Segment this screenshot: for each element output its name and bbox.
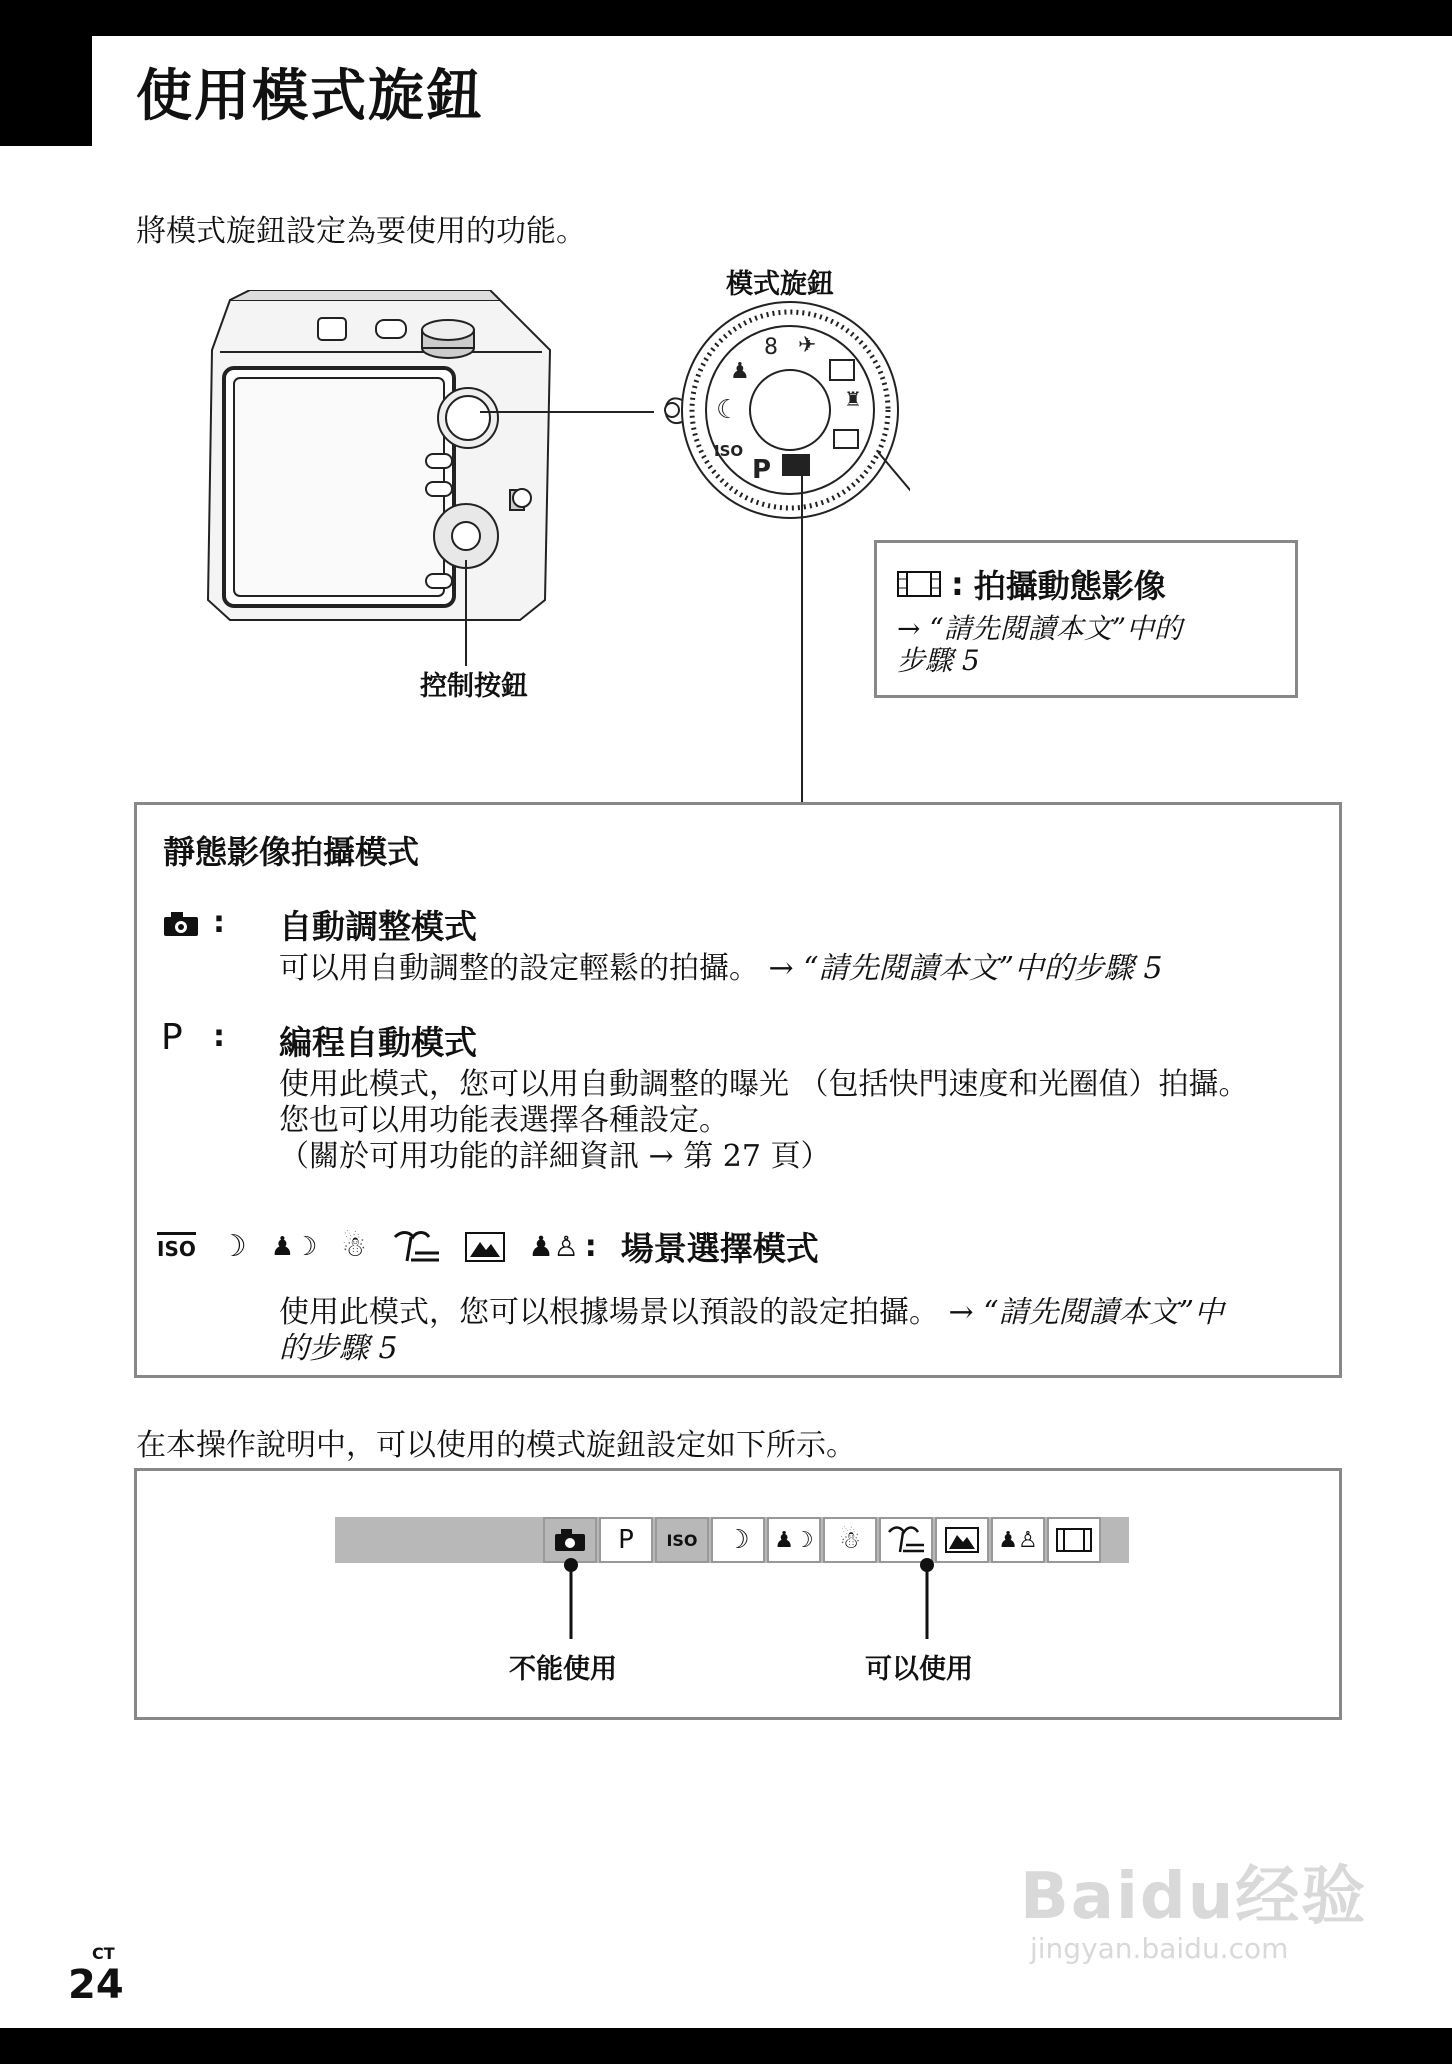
strip-twilight-icon: ☽ [711,1517,765,1563]
auto-ref-arrow: → [768,951,794,986]
strip-soft-snap-icon: ♟♙ [991,1517,1045,1563]
movie-ref-step: 步驟 5 [897,644,980,677]
svg-text:ISO: ISO [714,442,744,460]
strip-p-icon: P [599,1517,653,1563]
svg-text:P: P [752,455,772,485]
landscape-icon [465,1232,505,1262]
scene-ref-text: “請先閱讀本文”中 [983,1295,1224,1330]
p-icon: P [161,1017,183,1058]
strip-high-iso-icon: ISO [655,1517,709,1563]
bottom-bar [0,2028,1452,2064]
availability-box [134,1468,1342,1720]
still-modes-box: 靜態影像拍攝模式 : 自動調整模式 可以用自動調整的設定輕鬆的拍攝。 → “請先閱讀本文”中的步驟 5 P : 編程自動模式 使用此模式，您可以用自動調整的曝光 （包括快門速度和光圈值）拍攝。 您也可以用功能表選擇各種設定。 （關於可用功能的詳細資訊 → 第 27 頁） ISO ☽ ♟☽ ☃ ♟♙ : 場景選擇模式 使用此模式，您可以根據場景以預設的設定拍攝。 → “請先閱讀本文”中 的步驟 5 [134,802,1342,1378]
program-mode-title: 編程自動模式 [279,1023,477,1062]
legend-pointers [137,1471,1345,1723]
mode-dial-illustration [665,302,898,518]
section-tab [0,0,92,146]
camera-icon [163,911,199,937]
twilight-icon: ☽ [219,1229,247,1264]
page-title: 使用模式旋鈕 [136,64,484,129]
scene-icons-row: ISO ☽ ♟☽ ☃ ♟♙ : 場景選擇模式 [157,1223,819,1270]
intro-text: 將模式旋鈕設定為要使用的功能。 [136,214,586,249]
soft-snap-icon: ♟♙ [528,1230,579,1263]
beach-icon [391,1231,441,1263]
twilight-portrait-icon: ♟☽ [270,1231,318,1262]
unavailable-label: 不能使用 [509,1654,617,1685]
top-bar [0,0,1452,36]
baidu-watermark-url: jingyan.baidu.com [1030,1932,1289,1965]
page-number: 24 [68,1962,124,2008]
mode-dial-label: 模式旋鈕 [726,269,834,300]
settings-note: 在本操作說明中，可以使用的模式旋鈕設定如下所示。 [136,1428,856,1463]
scene-ref-step: 的步驟 5 [279,1331,398,1366]
movie-mode-title: 拍攝動態影像 [973,567,1166,605]
program-desc-line1: 使用此模式，您可以用自動調整的曝光 （包括快門速度和光圈值）拍攝。 [279,1067,1249,1102]
camera-illustration [208,290,550,620]
auto-mode-title: 自動調整模式 [279,907,477,946]
control-button-label: 控制按鈕 [420,671,528,702]
program-desc-line3: （關於可用功能的詳細資訊 → 第 27 頁） [279,1139,831,1174]
scene-ref-arrow: → [948,1295,974,1330]
auto-mode-desc: 可以用自動調整的設定輕鬆的拍攝。 [279,951,759,986]
strip-twilight-portrait-icon: ♟☽ [767,1517,821,1563]
movie-ref-arrow: → [897,612,921,645]
high-iso-icon: ISO [157,1232,196,1261]
movie-ref-text: “請先閱讀本文”中的 [929,612,1183,645]
scene-mode-title: 場景選擇模式 [620,1229,819,1268]
camera-figure [190,290,910,810]
auto-ref-text: “請先閱讀本文”中的步驟 5 [803,951,1163,986]
svg-text:♟: ♟ [730,359,750,384]
svg-text:♜: ♜ [844,387,862,411]
page-suffix: CT [92,1944,115,1963]
baidu-watermark: Baidu经验 [1020,1860,1368,1934]
program-desc-line2: 您也可以用功能表選擇各種設定。 [279,1103,729,1138]
still-modes-heading: 靜態影像拍攝模式 [163,833,420,871]
svg-text:8: 8 [764,335,778,360]
scene-desc: 使用此模式，您可以根據場景以預設的設定拍攝。 [279,1295,939,1330]
svg-text:☾: ☾ [716,395,740,425]
available-label: 可以使用 [865,1654,973,1685]
svg-text:✈: ✈ [798,333,817,358]
movie-icon [897,571,941,597]
movie-mode-box: : 拍攝動態影像 → “請先閱讀本文”中的 步驟 5 [874,540,1298,698]
strip-snow-icon: ☃ [823,1517,877,1563]
snow-icon: ☃ [341,1230,367,1263]
